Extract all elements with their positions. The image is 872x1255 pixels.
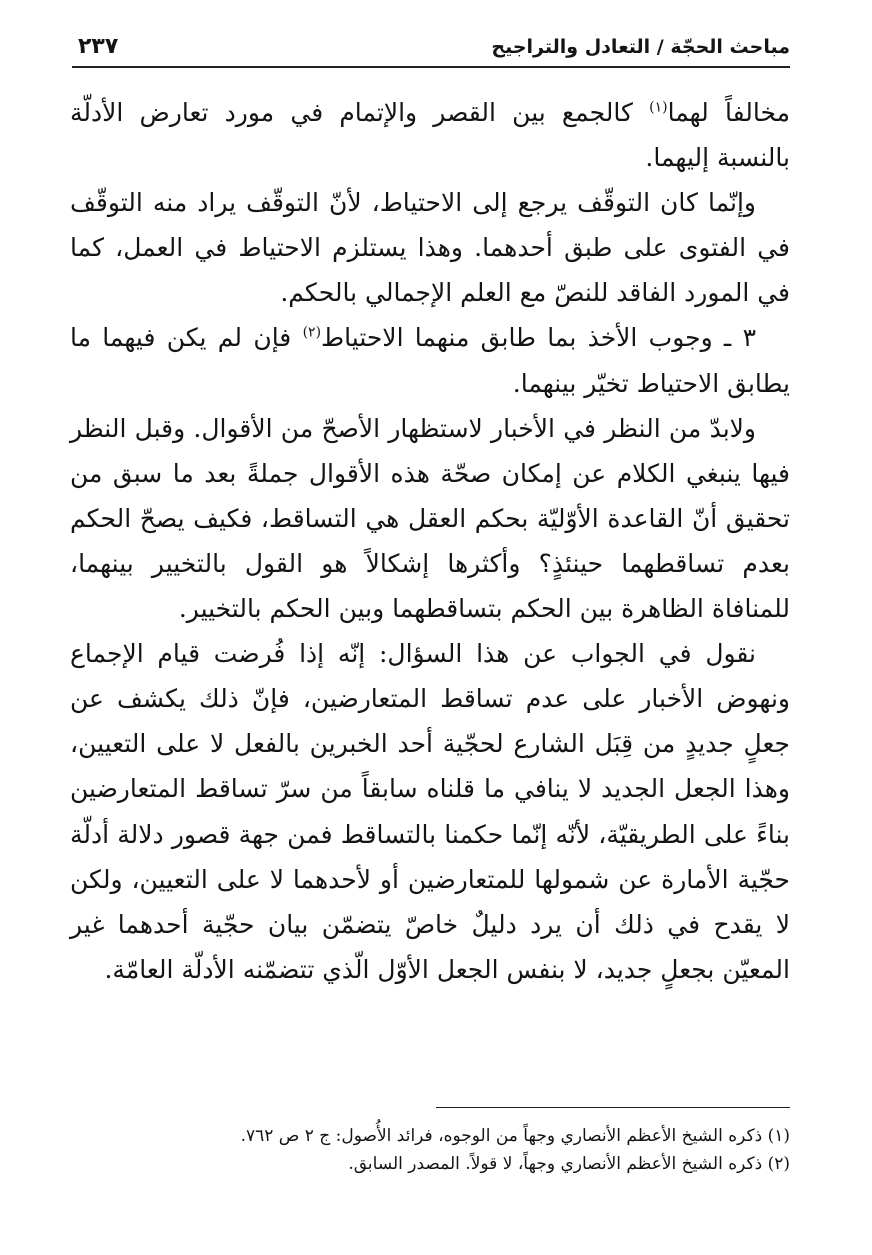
footnote-ref-1: (١) xyxy=(649,99,668,116)
paragraph-1-rest: كالجمع بين القصر والإتمام في مورد تعارض الأدلّة بالنسبة إليهما. xyxy=(70,98,790,173)
main-text xyxy=(70,90,790,992)
paragraph-3 xyxy=(70,315,790,405)
footnotes xyxy=(70,1122,790,1178)
paragraph-3-rest: فإن لم يكن فيهما ما يطابق الاحتياط تخيّر بينهما. xyxy=(70,323,790,398)
paragraph-3-text: ٣ ـ وجوب الأخذ بما طابق منهما الاحتياط xyxy=(321,323,756,353)
paragraph-5: نقول في الجواب عن هذا السؤال: إنّه إذا فُرضت قيام الإجماع ونهوض الأخبار على عدم تساقط المتعارضين، فإنّ ذلك يكشف عن جعلٍ جديدٍ من قِبَل الشارع لحجّية أحد الخبرين بالفعل لا على التعيين، وهذا الجعل الجديد لا ينافي ما قلناه سابقاً من سرّ تساقط المتعارضين بناءً على الطريقيّة، لأنّه إنّما حكمنا بالتساقط فمن جهة قصور دلالة أدلّة حجّية الأمارة عن شمولها للمتعارضين أو لأحدهما لا على التعيين، ولكن لا يقدح في ذلك أن يرد دليلٌ خاصّ يتضمّن بيان حجّية أحدهما غير المعيّن بجعلٍ جديد، لا بنفس الجعل الأوّل الّذي تتضمّنه الأدلّة العامّة. xyxy=(70,639,790,984)
footnote-divider xyxy=(436,1107,790,1108)
page-header xyxy=(72,34,790,68)
page-number: ٢٣٧ xyxy=(78,34,119,59)
paragraph-4: ولابدّ من النظر في الأخبار لاستظهار الأصحّ من الأقوال. وقبل النظر فيها ينبغي الكلام عن إمكان صحّة هذه الأقوال جملةً بعد ما سبق من تحقيق أنّ القاعدة الأوّليّة بحكم العقل هي التساقط، فكيف يصحّ الحكم بعدم تساقطهما حينئذٍ؟ وأكثرها إشكالاً هو القول بالتخيير بينهما، للمنافاة الظاهرة بين الحكم بتساقطهما وبين الحكم بالتخيير. xyxy=(70,413,790,624)
footnote-1: (١) ذكره الشيخ الأعظم الأنصاري وجهاً من الوجوه، فرائد الأُصول: ج ٢ ص ٧٦٢. xyxy=(240,1126,790,1146)
paragraph-2: وإنّما كان التوقّف يرجع إلى الاحتياط، لأنّ التوقّف يراد منه التوقّف في الفتوى على طبق أحدهما. وهذا يستلزم الاحتياط في العمل، كما في المورد الفاقد للنصّ مع العلم الإجمالي بالحكم. xyxy=(70,188,790,308)
footnote-2: (٢) ذكره الشيخ الأعظم الأنصاري وجهاً، لا قولاً. المصدر السابق. xyxy=(348,1154,790,1174)
paragraph-1-text: مخالفاً لهما xyxy=(667,98,791,127)
paragraph-1 xyxy=(70,90,790,180)
footnote-ref-2: (٢) xyxy=(302,325,322,342)
running-title: مباحث الحجّة / التعادل والتراجيح xyxy=(491,36,790,58)
